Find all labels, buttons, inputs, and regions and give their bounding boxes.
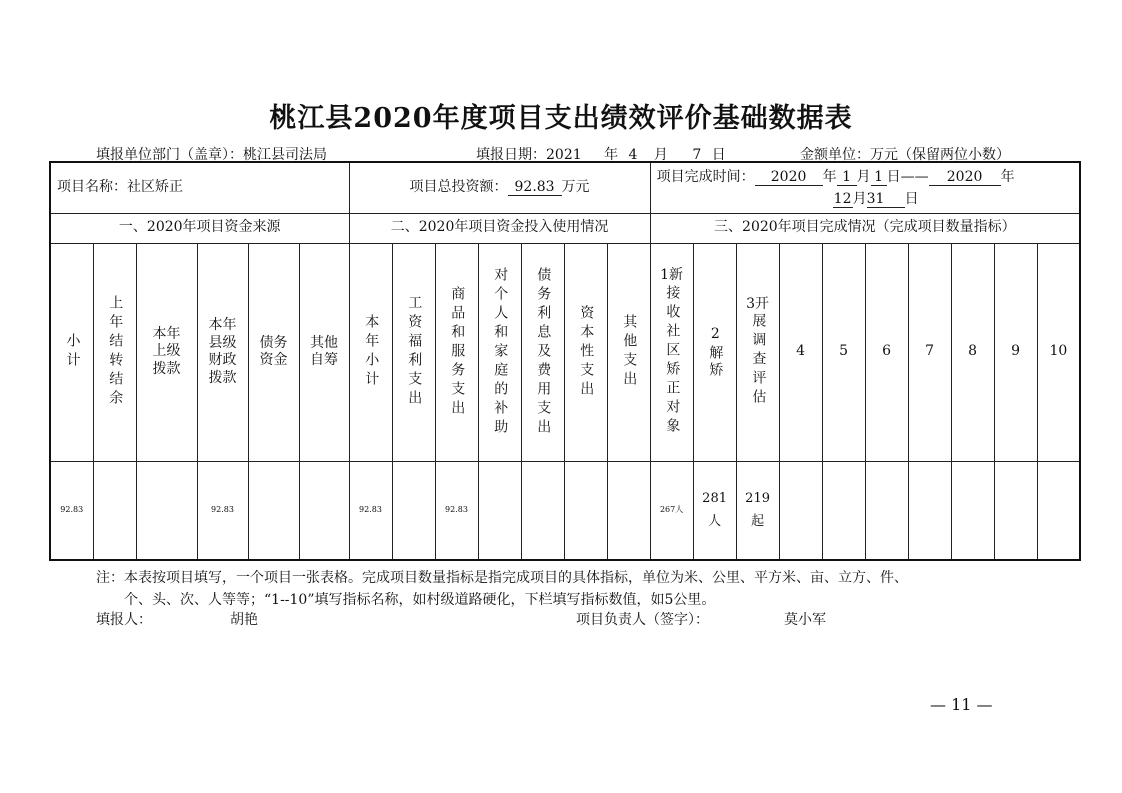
project-time-cell [650, 162, 1080, 213]
header-indicator-3: 3开 展调查评估 [736, 243, 779, 461]
report-date-month: 4 [628, 147, 638, 163]
header-other-self-raised: 其他 自筹 [299, 243, 349, 461]
project-total-unit: 万元 [561, 179, 590, 195]
value-other-self-raised [299, 461, 349, 560]
header-personal-subsidy: 对个人和家庭的补助 [478, 243, 521, 461]
header-prior-carryover: 上年结转结余 [93, 243, 136, 461]
reporting-unit-value: 桃江县司法局 [243, 147, 327, 163]
data-table [49, 161, 1081, 561]
reporting-unit-label: 填报单位部门（盖章）： [96, 147, 243, 163]
leader-label: 项目负责人（签字）： [576, 612, 709, 628]
value-indicator-6 [865, 461, 908, 560]
project-time-label: 项目完成时间： [656, 168, 755, 185]
page-number: — 11 — [930, 695, 993, 714]
project-end-day-unit: 日 [904, 190, 919, 207]
filler-label: 填报人： [96, 612, 152, 628]
value-subtotal: 92.83 [50, 461, 93, 560]
header-indicator-2: 2解矫 [693, 243, 736, 461]
header-indicator-8: 8 [951, 243, 994, 461]
value-indicator-3: 219 起 [736, 461, 779, 560]
header-county-allocation: 本年 县级 财政 拨款 [197, 243, 248, 461]
project-end-day: 31 [867, 192, 905, 208]
value-wage-welfare [392, 461, 435, 560]
project-start-month-unit: 月 [856, 168, 871, 185]
filler-value: 胡艳 [230, 612, 258, 628]
project-name-value: 社区矫正 [127, 179, 183, 195]
header-indicator-4: 4 [779, 243, 822, 461]
report-date-year: 2021 [546, 147, 582, 163]
project-name-cell [50, 162, 349, 213]
value-indicator-1: 267人 [650, 461, 693, 560]
project-total-cell [349, 162, 650, 213]
section-funding-source: 一、2020年项目资金来源 [50, 213, 349, 243]
value-indicator-2: 281 人 [693, 461, 736, 560]
report-date-month-unit: 月 [653, 147, 668, 163]
value-capital-expense [564, 461, 607, 560]
note-line-1: 注：本表按项目填写，一个项目一张表格。完成项目数量指标是指完成项目的具体指标，单位为米、公里、平方米、亩、立方、件、 [96, 570, 908, 586]
project-start-year-unit: 年 [822, 168, 837, 185]
project-end-month-unit: 月 [852, 190, 867, 207]
header-indicator-1: 1新 接收社区矫正对象 [650, 243, 693, 461]
project-end-year-unit: 年 [1000, 168, 1015, 185]
project-start-month: 1 [837, 170, 857, 186]
report-date-day-unit: 日 [711, 147, 726, 163]
note-line-2: 个、头、次、人等等；“1--10”填写指标名称，如村级道路硬化，下栏填写指标数值，如5公里。 [124, 592, 716, 608]
value-indicator-8 [951, 461, 994, 560]
report-date-day: 7 [692, 147, 702, 163]
report-date-label: 填报日期： [476, 147, 546, 163]
project-start-day-unit: 日 [886, 168, 901, 185]
header-debt-interest: 债务利息及费用支出 [521, 243, 564, 461]
value-debt-funds [248, 461, 299, 560]
header-superior-allocation: 本年 上级 拨款 [136, 243, 197, 461]
project-total-value: 92.83 [508, 180, 562, 196]
value-indicator-10 [1037, 461, 1080, 560]
value-indicator-7 [908, 461, 951, 560]
header-indicator-5: 5 [822, 243, 865, 461]
value-superior-allocation [136, 461, 197, 560]
header-subtotal: 小计 [50, 243, 93, 461]
header-year-subtotal: 本年小计 [349, 243, 392, 461]
leader-value: 莫小军 [784, 612, 826, 628]
value-other-expense [607, 461, 650, 560]
project-end-month: 12 [833, 190, 852, 207]
header-indicator-7: 7 [908, 243, 951, 461]
project-total-label: 项目总投资额： [409, 179, 508, 195]
value-prior-carryover [93, 461, 136, 560]
value-indicator-5 [822, 461, 865, 560]
project-start-day: 1 [871, 170, 887, 186]
project-name-label: 项目名称： [57, 179, 127, 195]
value-indicator-9 [994, 461, 1037, 560]
project-end-year: 2020 [929, 170, 1001, 186]
value-goods-services: 92.83 [435, 461, 478, 560]
project-time-dash: —— [900, 168, 929, 185]
header-capital-expense: 资本性支出 [564, 243, 607, 461]
value-debt-interest [521, 461, 564, 560]
section-funding-usage: 二、2020年项目资金投入使用情况 [349, 213, 650, 243]
project-start-year: 2020 [755, 170, 823, 186]
header-indicator-10: 10 [1037, 243, 1080, 461]
table-row [50, 461, 1080, 560]
header-wage-welfare: 工资福利支出 [392, 243, 435, 461]
report-date-year-unit: 年 [604, 147, 619, 163]
header-indicator-6: 6 [865, 243, 908, 461]
header-debt-funds: 债务 资金 [248, 243, 299, 461]
value-personal-subsidy [478, 461, 521, 560]
value-year-subtotal: 92.83 [349, 461, 392, 560]
page-title: 桃江县2020年度项目支出绩效评价基础数据表 [269, 103, 853, 134]
header-other-expense: 其他支出 [607, 243, 650, 461]
amount-unit: 金额单位：万元（保留两位小数） [800, 147, 1010, 163]
header-indicator-9: 9 [994, 243, 1037, 461]
value-county-allocation: 92.83 [197, 461, 248, 560]
section-completion: 三、2020年项目完成情况（完成项目数量指标） [650, 213, 1080, 243]
value-indicator-4 [779, 461, 822, 560]
header-goods-services: 商品和服务支出 [435, 243, 478, 461]
